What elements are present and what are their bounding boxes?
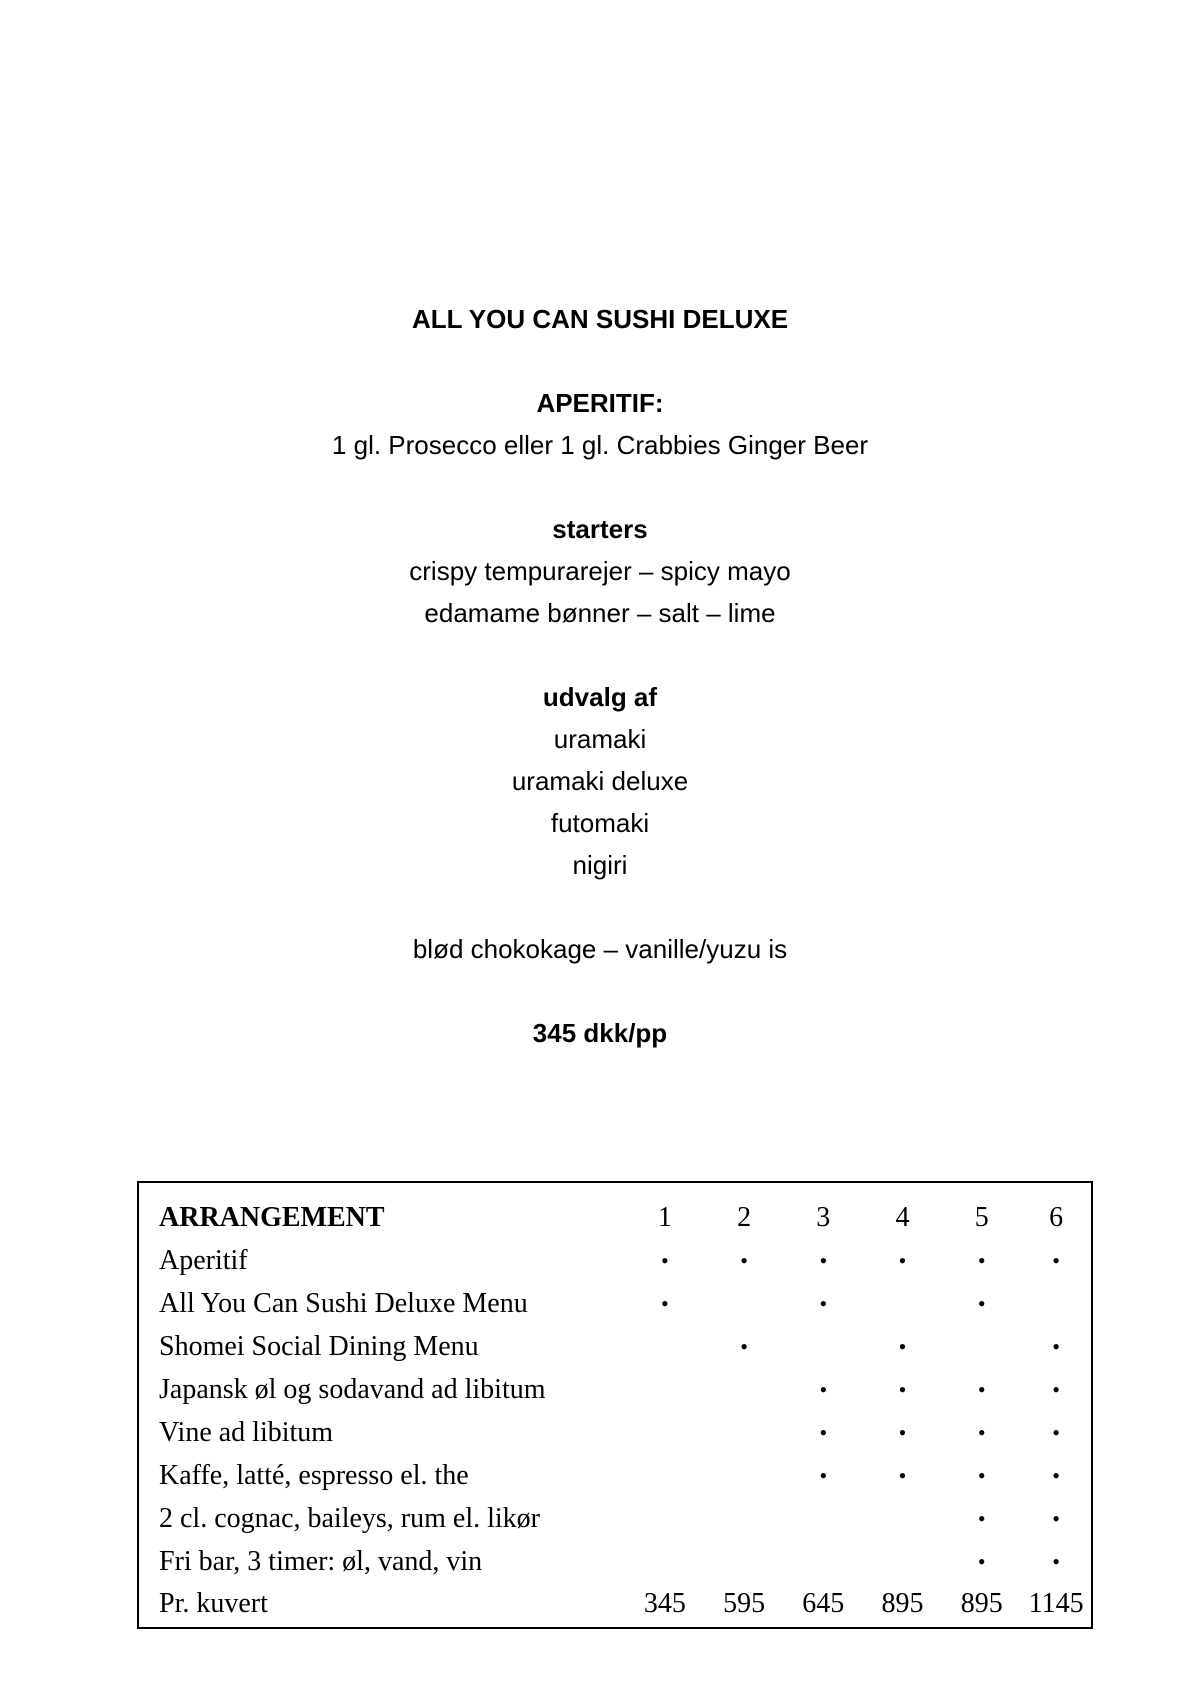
row-label: Japansk øl og sodavand ad libitum <box>159 1373 546 1405</box>
price-row <box>159 1583 1091 1625</box>
bullet-mark: • <box>1052 1377 1060 1402</box>
included-bullet <box>1021 1368 1091 1411</box>
selection-item: uramaki deluxe <box>511 766 689 796</box>
row-label: 2 cl. cognac, baileys, rum el. likør <box>159 1502 540 1534</box>
arrangement-header-row <box>159 1197 1091 1239</box>
bullet-mark: • <box>977 1549 986 1574</box>
empty-cell <box>625 1454 704 1497</box>
included-bullet <box>784 1454 863 1497</box>
empty-cell <box>942 1325 1021 1368</box>
included-bullet <box>942 1540 1021 1583</box>
included-bullet <box>863 1368 942 1411</box>
included-bullet <box>863 1454 942 1497</box>
price-value: 645 <box>802 1588 845 1619</box>
starter-item: crispy tempurarejer – spicy mayo <box>409 556 791 586</box>
included-bullet <box>863 1325 942 1368</box>
column-number: 4 <box>895 1202 910 1233</box>
bullet-mark: • <box>977 1420 986 1445</box>
bullet-mark: • <box>819 1248 828 1273</box>
arrangement-row <box>159 1239 1091 1282</box>
bullet-mark: • <box>977 1291 986 1316</box>
bullet-mark: • <box>898 1377 907 1402</box>
empty-cell <box>625 1368 704 1411</box>
empty-cell <box>704 1368 783 1411</box>
column-number: 1 <box>657 1202 672 1233</box>
menu-section <box>0 298 1200 1054</box>
bullet-mark: • <box>1052 1506 1060 1531</box>
selection-item: uramaki <box>553 724 647 754</box>
aperitif-text: 1 gl. Prosecco eller 1 gl. Crabbies Ginger Beer <box>331 430 869 460</box>
empty-cell <box>704 1454 783 1497</box>
included-bullet <box>942 1497 1021 1540</box>
menu-title: ALL YOU CAN SUSHI DELUXE <box>411 304 789 334</box>
arrangement-row <box>159 1282 1091 1325</box>
arrangement-box <box>137 1181 1093 1629</box>
bullet-mark: • <box>1052 1549 1060 1574</box>
selection-heading: udvalg af <box>542 682 658 712</box>
column-number: 6 <box>1049 1202 1064 1233</box>
bullet-mark: • <box>661 1291 669 1316</box>
bullet-mark: • <box>819 1291 828 1316</box>
empty-cell <box>863 1497 942 1540</box>
bullet-mark: • <box>977 1248 986 1273</box>
column-number: 3 <box>816 1202 831 1233</box>
included-bullet <box>625 1282 704 1325</box>
included-bullet <box>784 1282 863 1325</box>
row-label: Fri bar, 3 timer: øl, vand, vin <box>159 1545 483 1577</box>
empty-cell <box>784 1540 863 1583</box>
row-label: All You Can Sushi Deluxe Menu <box>159 1287 528 1319</box>
arrangement-row <box>159 1325 1091 1368</box>
included-bullet <box>1021 1540 1091 1583</box>
arrangement-heading: ARRANGEMENT <box>159 1202 385 1233</box>
included-bullet <box>1021 1497 1091 1540</box>
row-label: Kaffe, latté, espresso el. the <box>159 1459 469 1491</box>
arrangement-row <box>159 1497 1091 1540</box>
empty-cell <box>704 1411 783 1454</box>
bullet-mark: • <box>898 1420 907 1445</box>
selection-item: nigiri <box>572 850 628 880</box>
included-bullet <box>863 1239 942 1282</box>
price-label: Pr. kuvert <box>159 1588 268 1619</box>
included-bullet <box>863 1411 942 1454</box>
empty-cell <box>625 1540 704 1583</box>
empty-cell <box>625 1497 704 1540</box>
included-bullet <box>1021 1325 1091 1368</box>
empty-cell <box>863 1540 942 1583</box>
row-label: Aperitif <box>159 1244 248 1276</box>
arrangement-row <box>159 1368 1091 1411</box>
included-bullet <box>784 1368 863 1411</box>
included-bullet <box>1021 1411 1091 1454</box>
price-value: 595 <box>723 1588 766 1619</box>
empty-cell <box>784 1325 863 1368</box>
bullet-mark: • <box>1052 1334 1060 1359</box>
dessert-item: blød chokokage – vanille/yuzu is <box>412 934 788 964</box>
bullet-mark: • <box>977 1377 986 1402</box>
included-bullet <box>942 1411 1021 1454</box>
bullet-mark: • <box>1052 1420 1060 1445</box>
bullet-mark: • <box>898 1248 907 1273</box>
included-bullet <box>704 1325 783 1368</box>
bullet-mark: • <box>1052 1248 1060 1273</box>
row-label: Vine ad libitum <box>159 1416 334 1448</box>
arrangement-row <box>159 1411 1091 1454</box>
included-bullet <box>784 1411 863 1454</box>
bullet-mark: • <box>977 1506 986 1531</box>
included-bullet <box>784 1239 863 1282</box>
included-bullet <box>1021 1239 1091 1282</box>
empty-cell <box>704 1282 783 1325</box>
price-value: 895 <box>960 1588 1003 1619</box>
included-bullet <box>625 1239 704 1282</box>
column-number: 2 <box>737 1202 752 1233</box>
bullet-mark: • <box>819 1420 828 1445</box>
bullet-mark: • <box>898 1463 907 1488</box>
empty-cell <box>863 1282 942 1325</box>
bullet-mark: • <box>740 1334 748 1359</box>
included-bullet <box>942 1239 1021 1282</box>
price-value: 345 <box>643 1588 686 1619</box>
bullet-mark: • <box>898 1334 907 1359</box>
starters-heading: starters <box>552 514 648 544</box>
bullet-mark: • <box>819 1463 828 1488</box>
selection-item: futomaki <box>550 808 650 838</box>
empty-cell <box>1021 1282 1091 1325</box>
bullet-mark: • <box>740 1248 748 1273</box>
included-bullet <box>942 1368 1021 1411</box>
menu-price: 345 dkk/pp <box>532 1018 668 1048</box>
starter-item: edamame bønner – salt – lime <box>424 598 776 628</box>
bullet-mark: • <box>819 1377 828 1402</box>
empty-cell <box>704 1540 783 1583</box>
included-bullet <box>942 1282 1021 1325</box>
empty-cell <box>625 1411 704 1454</box>
price-value: 895 <box>881 1588 924 1619</box>
bullet-mark: • <box>661 1248 669 1273</box>
bullet-mark: • <box>1052 1463 1060 1488</box>
row-label: Shomei Social Dining Menu <box>159 1330 479 1362</box>
empty-cell <box>704 1497 783 1540</box>
column-number: 5 <box>974 1202 989 1233</box>
arrangement-row <box>159 1540 1091 1583</box>
aperitif-heading: APERITIF: <box>536 388 664 418</box>
bullet-mark: • <box>977 1463 986 1488</box>
price-value: 1145 <box>1028 1588 1084 1619</box>
arrangement-table <box>159 1197 1091 1625</box>
empty-cell <box>784 1497 863 1540</box>
included-bullet <box>1021 1454 1091 1497</box>
included-bullet <box>704 1239 783 1282</box>
included-bullet <box>942 1454 1021 1497</box>
empty-cell <box>625 1325 704 1368</box>
arrangement-row <box>159 1454 1091 1497</box>
